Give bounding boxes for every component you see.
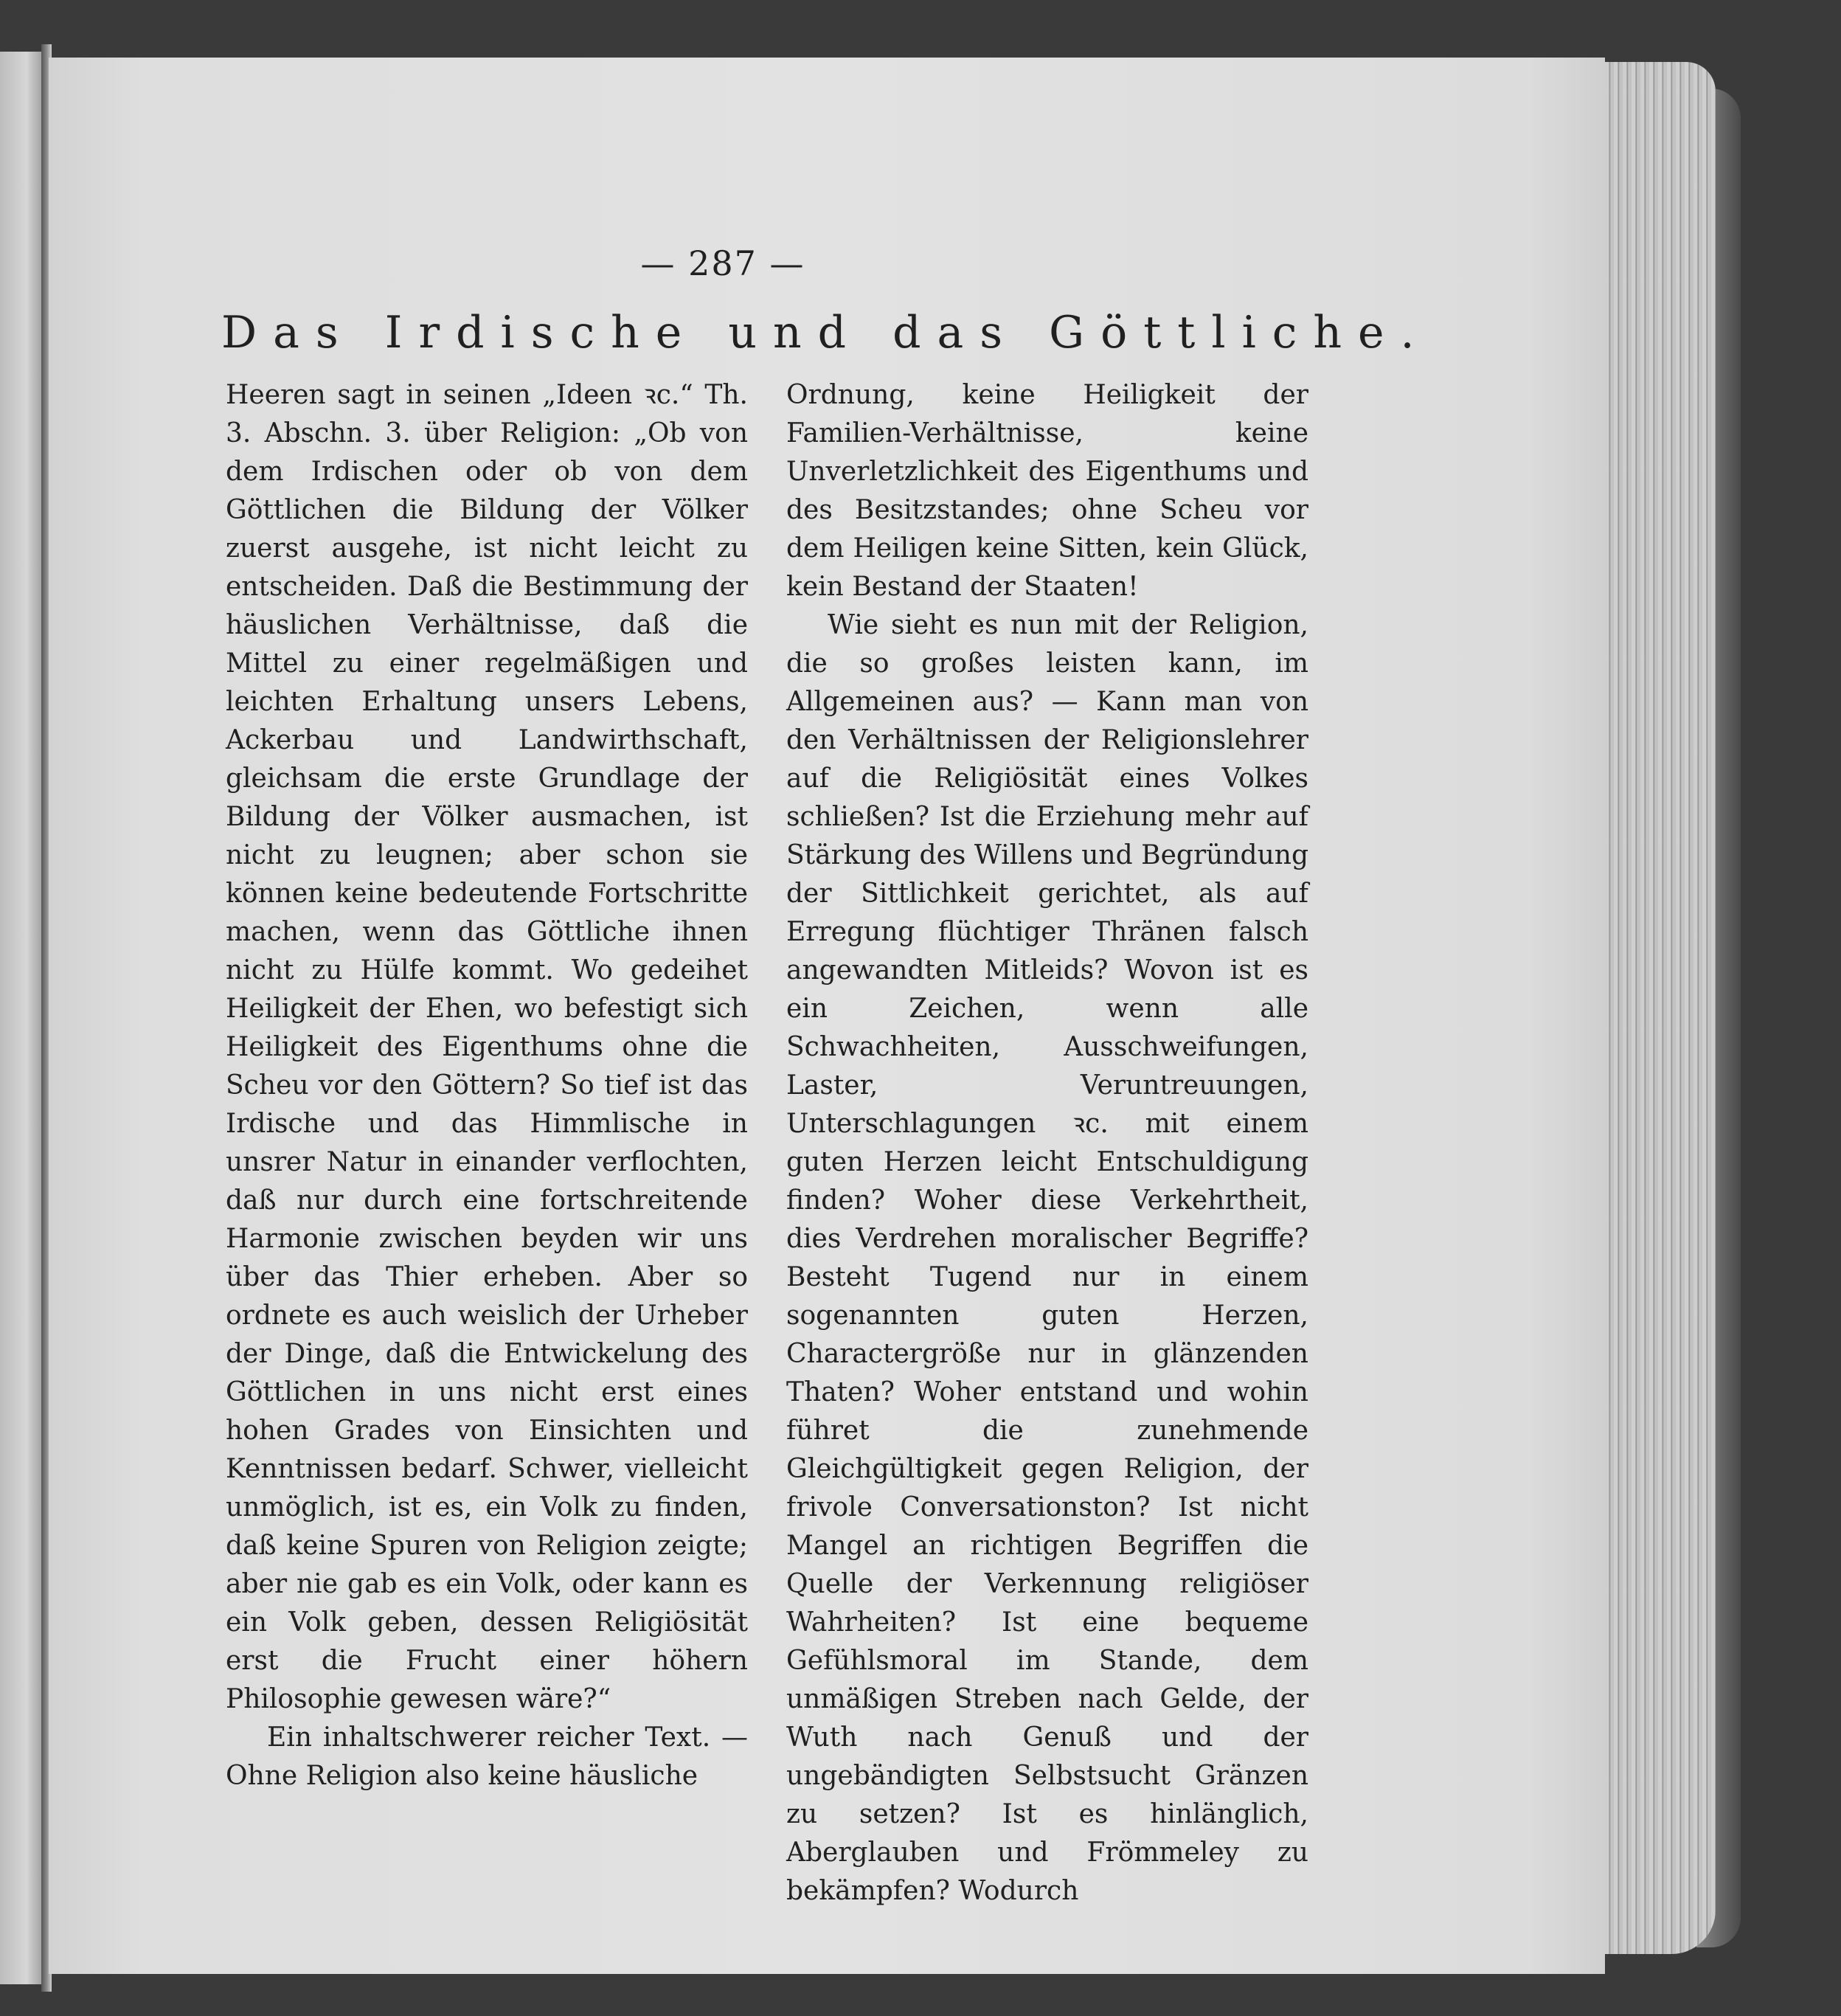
paragraph: Heeren sagt in seinen „Ideen ꝛc.“ Th. 3. Abschn. 3. über Religion: „Ob von dem Irdischen oder ob von dem Göttlichen die Bildung der Völker zuerst ausgehe, ist nicht leicht zu entscheiden. Daß die Bestimmung der häuslichen Verhältnisse, daß die Mittel zu einer regelmäßigen und leichten Erhaltung unsers Lebens, Ackerbau und Landwirthschaft, gleichsam die erste Grundlage der Bildung der Völker ausmachen, ist nicht zu leugnen; aber schon sie können keine bedeutende Fortschritte machen, wenn das Göttliche ihnen nicht zu Hülfe kommt. Wo gedeihet Heiligkeit der Ehen, wo befestigt sich Heiligkeit des Eigenthums ohne die Scheu vor den Göttern? So tief ist das Irdische und das Himmlische in unsrer Natur in einander verflochten, daß nur durch eine fortschreitende Harmonie zwischen beyden wir uns über das Thier erheben. Aber so ordnete es auch weislich der Urheber der Dinge, daß die Entwickelung des Göttlichen in uns nicht erst eines hohen Grades von Einsichten und Kenntnissen bedarf. Schwer, vielleicht unmöglich, ist es, ein Volk zu finden, daß keine Spuren von Religion zeigte; aber nie gab es ein Volk, oder kann es ein Volk geben, dessen Religiösität erst die Frucht einer höhern Philosophie gewesen wäre?“ bbox=[226, 380, 748, 1714]
paragraph: Ein inhaltschwerer reicher Text. — Ohne Religion also keine häusliche bbox=[226, 1722, 748, 1791]
book-page bbox=[49, 58, 1605, 1974]
page-title: Das Irdische und das Göttliche. bbox=[221, 307, 1431, 358]
facing-page-edge bbox=[0, 52, 44, 1984]
page-number: — 287 — bbox=[640, 243, 805, 283]
paragraph: Wie sieht es nun mit der Religion, die so großes leisten kann, im Allgemeinen aus? — Kann man von den Verhältnissen der Religionslehrer auf die Religiösität eines Volkes schließen? Ist die Erziehung mehr auf Stärkung des Willens und Begründung der Sittlichkeit gerichtet, als auf Erregung flüchtiger Thränen falsch angewandten Mitleids? Wovon ist es ein Zeichen, wenn alle Schwachheiten, Ausschweifungen, Laster, Veruntreuungen, Unterschlagungen ꝛc. mit einem guten Herzen leicht Entschuldigung finden? Woher diese Verkehrtheit, dies Verdrehen moralischer Begriffe? Besteht Tugend nur in einem sogenannten guten Herzen, Charactergröße nur in glänzenden Thaten? Woher entstand und wohin führet die zunehmende Gleichgültigkeit gegen Religion, der frivole Conversationston? Ist nicht Mangel an richtigen Begriffen die Quelle der Verkennung religiöser Wahrheiten? Ist eine bequeme Gefühlsmoral im Stande, dem unmäßigen Streben nach Gelde, der Wuth nach Genuß und der ungebändigten Selbstsucht Gränzen zu setzen? Ist es hinlänglich, Aberglauben und Frömmeley zu bekämpfen? Wodurch bbox=[786, 610, 1308, 1906]
paragraph: Ordnung, keine Heiligkeit der Familien-Verhältnisse, keine Unverletzlichkeit des Eigenthums und des Besitzstandes; ohne Scheu vor dem Heiligen keine Sitten, kein Glück, kein Bestand der Staaten! bbox=[786, 380, 1308, 602]
left-column bbox=[226, 376, 748, 1795]
right-column bbox=[786, 376, 1308, 1911]
page-edges bbox=[1605, 62, 1716, 1954]
